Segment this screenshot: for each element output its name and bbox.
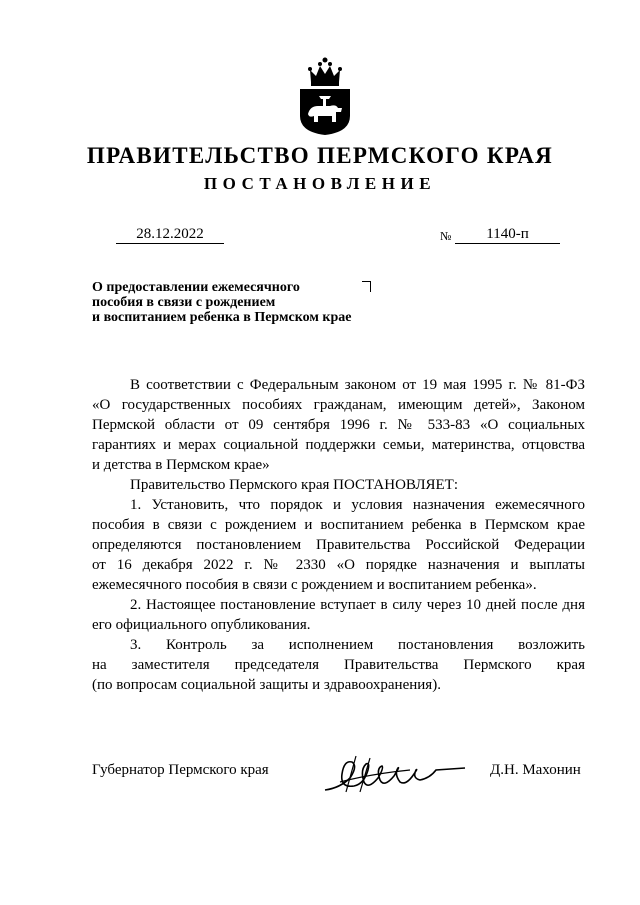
text-line: Правительство Пермского края ПОСТАНОВЛЯЕТ: xyxy=(130,477,459,493)
document-number: 1140-п xyxy=(455,226,560,244)
paragraph-item-3 xyxy=(92,635,585,695)
document-body xyxy=(92,375,585,695)
perm-krai-coat-of-arms-icon xyxy=(296,52,354,136)
subject-line: О предоставлении ежемесячного xyxy=(92,280,300,295)
paragraph-item-1 xyxy=(92,495,585,595)
paragraph-resolves xyxy=(92,475,585,495)
text-line: (по вопросам социальной защиты и здравоохранения). xyxy=(92,677,441,693)
text-line: ежемесячного пособия в связи с рождением и воспитанием ребенка». xyxy=(92,577,537,593)
text-line: на заместителя председателя Правительства Пермского края xyxy=(92,657,585,673)
text-line: и детства в Пермском крае» xyxy=(92,457,270,473)
document-date: 28.12.2022 xyxy=(116,226,224,244)
text-line: 3. Контроль за исполнением постановления возложить xyxy=(130,637,585,653)
document-type: ПОСТАНОВЛЕНИЕ xyxy=(203,174,437,193)
subject-line: пособия в связи с рождением xyxy=(92,295,276,310)
text-line: гарантиях и мерах социальной поддержки семьи, материнства, отцовства xyxy=(92,437,585,453)
paragraph-legal-basis xyxy=(92,375,585,475)
corner-mark xyxy=(362,281,371,292)
text-line: Пермской области от 09 сентября 1996 г. № 533-83 «О социальных xyxy=(92,417,585,433)
text-line: определяются постановлением Правительства Российской Федерации xyxy=(92,537,585,553)
text-line: 1. Установить, что порядок и условия назначения ежемесячного xyxy=(130,497,585,513)
government-title: ПРАВИТЕЛЬСТВО ПЕРМСКОГО КРАЯ xyxy=(86,143,554,168)
document-subject xyxy=(92,280,392,325)
signatory-role: Губернатор Пермского края xyxy=(92,762,269,778)
text-line: «О государственных пособиях гражданам, имеющим детей», Законом xyxy=(92,397,585,413)
handwritten-signature xyxy=(320,748,470,798)
text-line: 2. Настоящее постановление вступает в силу через 10 дней после дня xyxy=(130,597,585,613)
text-line: В соответствии с Федеральным законом от 19 мая 1995 г. № 81-ФЗ xyxy=(130,377,585,393)
text-line: его официального опубликования. xyxy=(92,617,311,633)
signatory-name: Д.Н. Махонин xyxy=(490,762,581,778)
text-line: от 16 декабря 2022 г. № 2330 «О порядке назначения и выплаты xyxy=(92,557,585,573)
subject-line: и воспитанием ребенка в Пермском крае xyxy=(92,310,352,325)
text-line: пособия в связи с рождением и воспитанием ребенка в Пермском крае xyxy=(92,517,585,533)
paragraph-item-2 xyxy=(92,595,585,635)
number-label: № xyxy=(440,229,452,243)
